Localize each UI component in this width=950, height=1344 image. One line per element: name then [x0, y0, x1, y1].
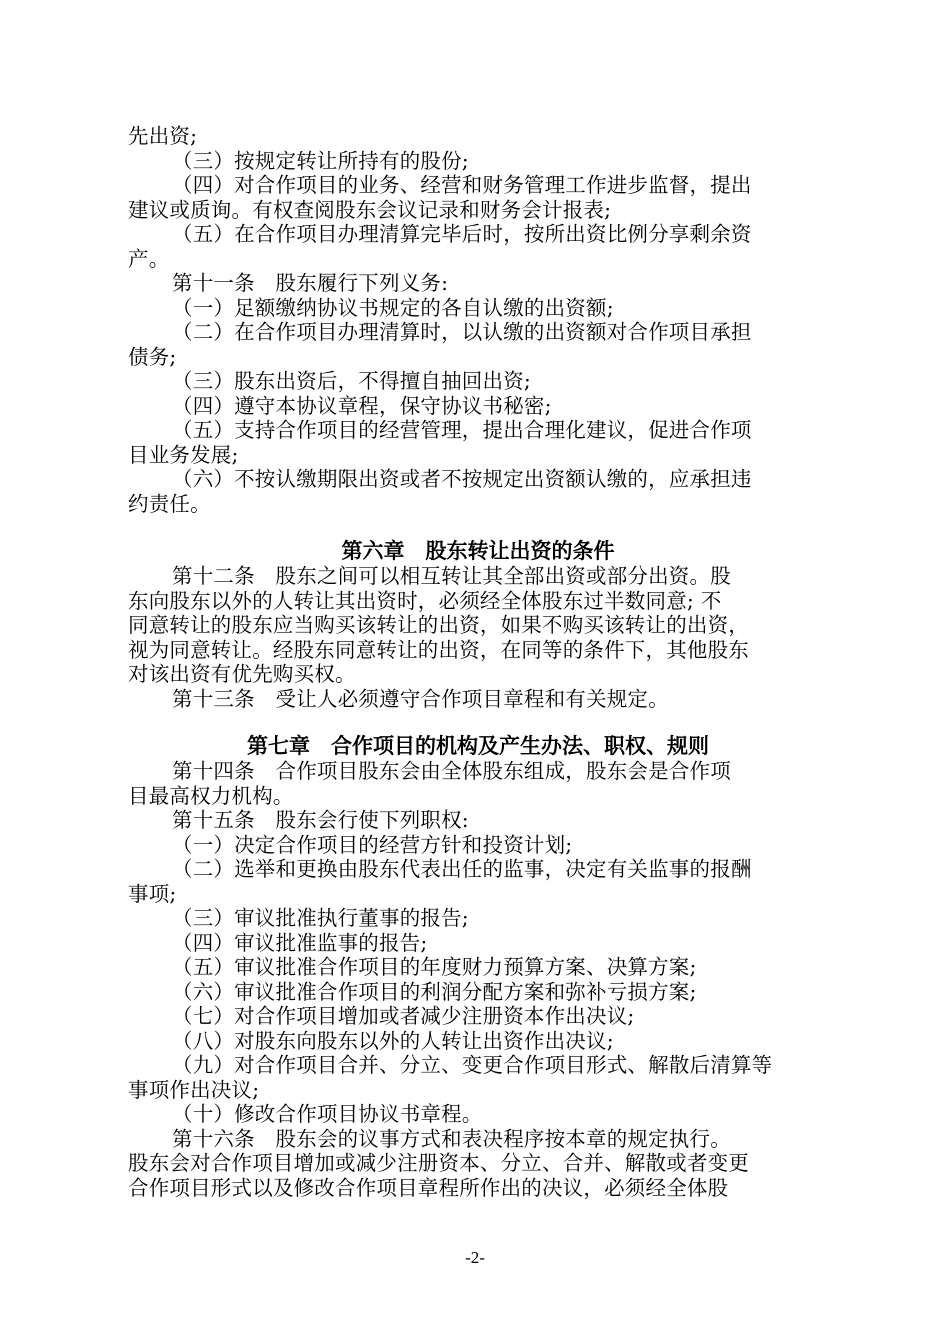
text-line: （二）在合作项目办理清算时，以认缴的出资额对合作项目承担 [172, 320, 752, 344]
chapter-7-body [128, 759, 828, 1200]
text-line: 第十五条 股东会行使下列职权: [172, 808, 469, 832]
text-line: 第十六条 股东会的议事方式和表决程序按本章的规定执行。 [172, 1126, 731, 1151]
text-line: 同意转让的股东应当购买该转让的出资，如果不购买该转让的出资， [128, 613, 749, 637]
text-line: 第十二条 股东之间可以相互转让其全部出资或部分出资。股 [172, 564, 731, 588]
text-line: 对该出资有优先购买权。 [128, 662, 356, 686]
text-line: （四）审议批准监事的报告; [172, 930, 428, 955]
text-line: （二）选举和更换由股东代表出任的监事，决定有关监事的报酬 [172, 857, 752, 881]
text-line: 东向股东以外的人转让其出资时，必须经全体股东过半数同意; 不 [128, 588, 722, 613]
page-number: -2- [465, 1248, 485, 1267]
section-shareholder-rights [128, 124, 828, 516]
text-line: （六）审议批准合作项目的利润分配方案和弥补亏损方案; [172, 979, 697, 1004]
text-line: 股东会对合作项目增加或减少注册资本、分立、合并、解散或者变更 [128, 1151, 749, 1175]
text-line: 第十四条 合作项目股东会由全体股东组成，股东会是合作项 [172, 759, 731, 783]
text-line: 约责任。 [128, 491, 211, 516]
text-line: （一）足额缴纳协议书规定的各自认缴的出资额; [172, 295, 614, 320]
text-line: 事项; [128, 881, 177, 906]
document-page [128, 124, 828, 1200]
text-line: （八）对股东向股东以外的人转让出资作出决议; [172, 1028, 614, 1053]
text-line: 目业务发展; [128, 442, 239, 467]
text-line: 事项作出决议; [128, 1077, 260, 1102]
text-line: 第十一条 股东履行下列义务: [172, 271, 449, 295]
text-line: 目最高权力机构。 [128, 783, 294, 808]
text-line: （六）不按认缴期限出资或者不按规定出资额认缴的，应承担违 [172, 467, 752, 491]
text-line: （三）按规定转让所持有的股份; [172, 148, 469, 173]
text-line: （五）审议批准合作项目的年度财力预算方案、决算方案; [172, 955, 697, 979]
text-line: （四）遵守本协议章程，保守协议书秘密; [172, 393, 552, 418]
text-line: （五）支持合作项目的经营管理，提出合理化建议，促进合作项 [172, 418, 752, 442]
text-line: 产。 [128, 246, 170, 271]
spacer [128, 516, 828, 538]
text-line: （七）对合作项目增加或者减少注册资本作出决议; [172, 1004, 635, 1028]
chapter-6-body [128, 564, 828, 711]
chapter-7-heading: 第七章 合作项目的机构及产生办法、职权、规则 [247, 734, 709, 758]
chapter-6-heading: 第六章 股东转让出资的条件 [341, 539, 615, 563]
text-line: 建议或质询。有权查阅股东会议记录和财务会计报表; [128, 197, 612, 222]
text-line: 合作项目形式以及修改合作项目章程所作出的决议，必须经全体股 [128, 1175, 729, 1200]
spacer [128, 711, 828, 733]
text-line: （四）对合作项目的业务、经营和财务管理工作进步监督，提出 [172, 173, 752, 197]
text-line: 视为同意转让。经股东同意转让的出资，在同等的条件下，其他股东 [128, 637, 749, 662]
text-line: （三）审议批准执行董事的报告; [172, 906, 469, 930]
text-line: 债务; [128, 344, 177, 369]
text-line: （十）修改合作项目协议书章程。 [172, 1102, 483, 1126]
text-line: （五）在合作项目办理清算完毕后时，按所出资比例分享剩余资 [172, 222, 752, 246]
text-line: 第十三条 受让人必须遵守合作项目章程和有关规定。 [172, 686, 669, 711]
text-line: （三）股东出资后，不得擅自抽回出资; [172, 369, 532, 393]
text-line: 先出资; [128, 124, 198, 148]
text-line: （一）决定合作项目的经营方针和投资计划; [172, 832, 573, 857]
text-line: （九）对合作项目合并、分立、变更合作项目形式、解散后清算等 [172, 1053, 773, 1077]
